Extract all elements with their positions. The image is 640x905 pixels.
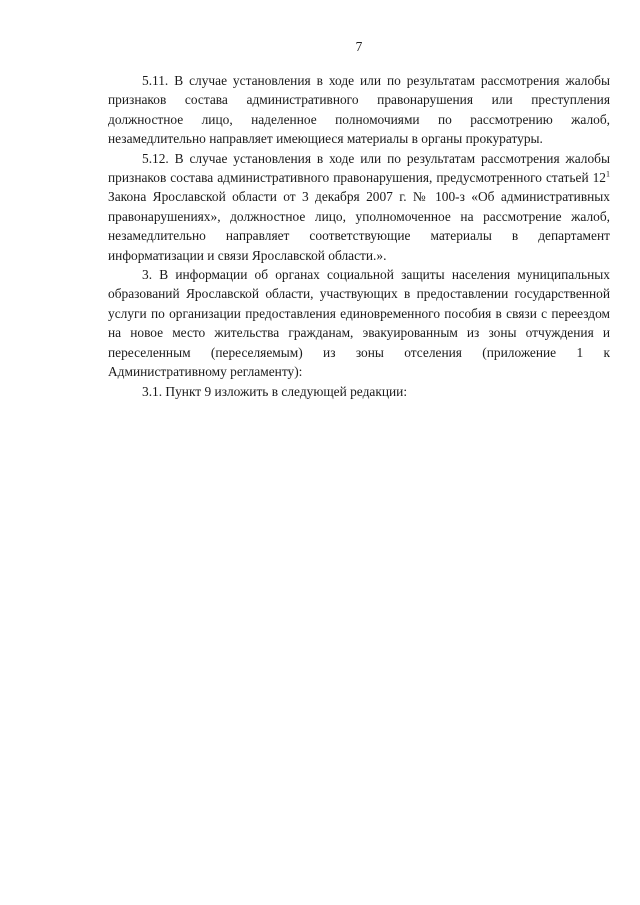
paragraph-5-11: 5.11. В случае установления в ходе или по результатам рассмотрения жалобы признаков состава административного правонарушения или преступления должностное лицо, наделенное полномочиями по рассмотрению жалоб, незамедлительно направляет имеющиеся материалы в органы прокуратуры. (108, 73, 610, 147)
document-body (108, 71, 610, 401)
paragraph-5-12 (108, 149, 610, 265)
paragraph-3-1: 3.1. Пункт 9 изложить в следующей редакции: (142, 383, 408, 399)
article-superscript: 1 (606, 169, 610, 179)
paragraph-5-12-text-start: 5.12. В случае установления в ходе или по результатам рассмотрения жалобы признаков состава административного правонарушения, предусмотренного статьей 12 (108, 150, 610, 186)
page-number: 7 (355, 39, 363, 54)
paragraph-3: 3. В информации об органах социальной защиты населения муниципальных образований Ярославской области, участвующих в предоставлении государственной услуги по организации предоставления единовременного пособия в связи с переездом на новое место жительства гражданам, эвакуированным из зоны отчуждения и переселенным (переселяемым) из зоны отселения (приложение 1 к Административному регламенту): (108, 267, 610, 380)
paragraph-5-12-text-end: Закона Ярославской области от 3 декабря 2007 г. № 100-з «Об административных правонарушениях», должностное лицо, уполномоченное на рассмотрение жалоб, незамедлительно направляет соответствующие материалы в департамент информатизации и связи Ярославской области.». (108, 189, 610, 263)
